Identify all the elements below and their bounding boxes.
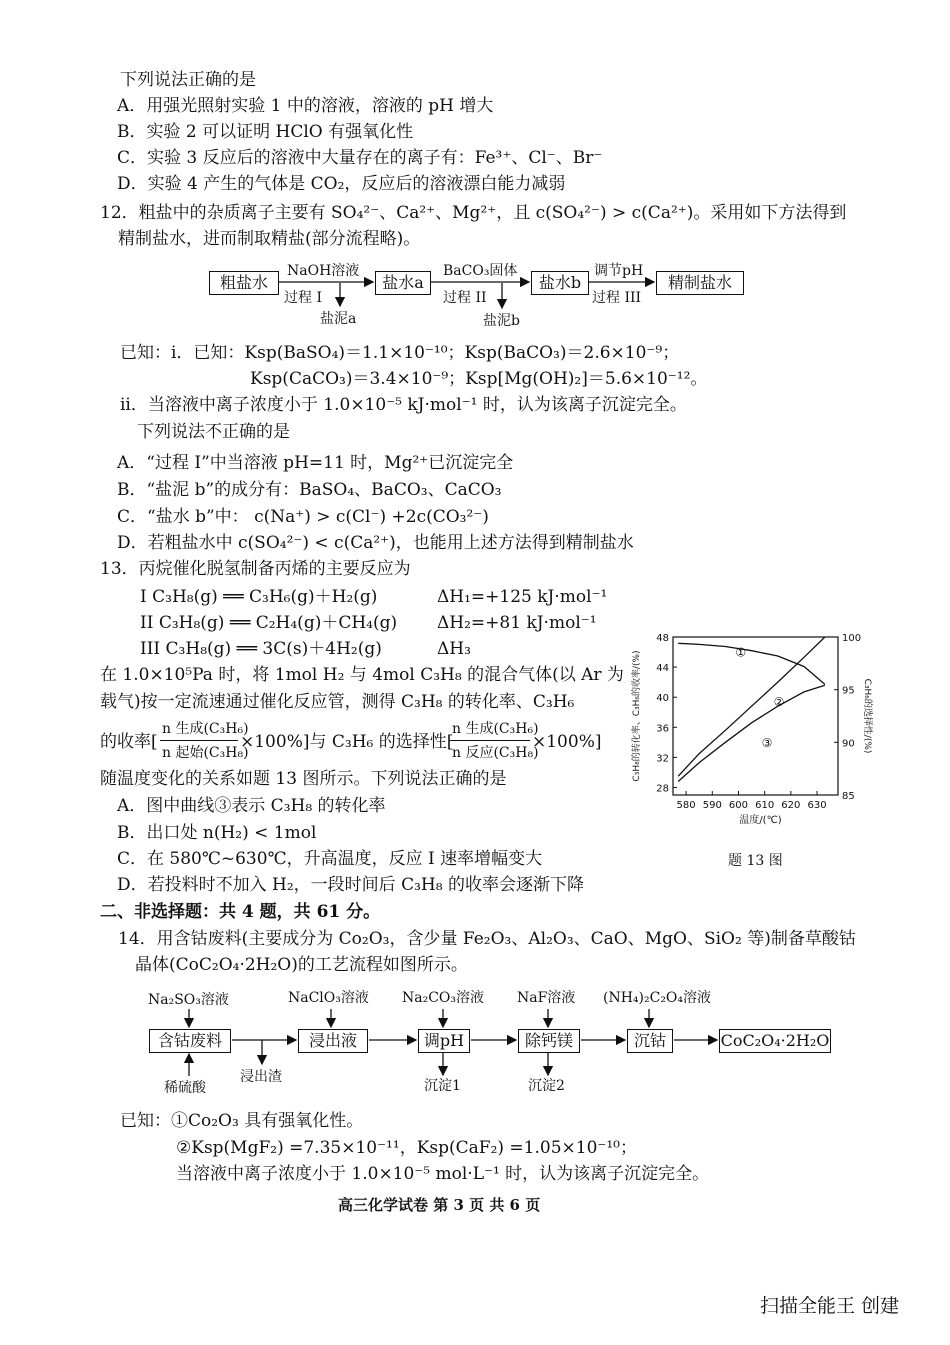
flow-output-precipitate-2: 沉淀2 — [528, 1078, 565, 1094]
q13-figure-caption: 题 13 图 — [728, 853, 783, 869]
q13-fraction-1-numerator: n 生成(C₃H₆) — [162, 721, 249, 737]
q12-option-c: C．“盐水 b”中： c(Na⁺) > c(Cl⁻) +2c(CO₃²⁻) — [117, 507, 489, 527]
q12-known-2: Ksp(CaCO₃)＝3.4×10⁻⁹；Ksp[Mg(OH)₂]＝5.6×10⁻¹²。 — [250, 369, 708, 389]
flow-box-adjust-ph: 调pH — [418, 1029, 470, 1053]
y-right-tick-label: 85 — [842, 791, 855, 802]
flow-reagent-ph: 调节pH — [594, 263, 644, 279]
q13-title: 13．丙烷催化脱氢制备丙烯的主要反应为 — [100, 559, 411, 579]
x-tick-label: 610 — [755, 800, 775, 811]
y-left-axis-label: C₃H₈的转化率、C₃H₆的收率/(%) — [632, 650, 642, 782]
q13-option-b: B．出口处 n(H₂) < 1mol — [117, 823, 317, 843]
scanner-watermark: 扫描全能王 创建 — [760, 1295, 900, 1317]
q11-option-a: A．用强光照射实验 1 中的溶液，溶液的 pH 增大 — [117, 96, 494, 116]
q13-para-2: 载气)按一定流速通过催化反应管，测得 C₃H₈ 的转化率、C₃H₆ — [100, 692, 575, 712]
q13-option-c: C．在 580℃~630℃，升高温度，反应 I 速率增幅变大 — [117, 849, 543, 869]
q13-reaction-3: III C₃H₈(g) ══ 3C(s)＋4H₂(g) — [140, 639, 382, 659]
q13-para-3b: ×100%]与 C₃H₆ 的选择性[ — [240, 732, 454, 752]
q11-option-b: B．实验 2 可以证明 HClO 有强氧化性 — [117, 122, 414, 142]
flow-input-sulfuric-acid: 稀硫酸 — [164, 1080, 206, 1096]
q12-line1: 12．粗盐中的杂质离子主要有 SO₄²⁻、Ca²⁺、Mg²⁺，且 c(SO₄²⁻) > c(Ca²⁺)。采用如下方法得到 — [100, 203, 847, 223]
flow-output-residue: 浸出渣 — [240, 1069, 282, 1085]
q13-fraction-2-bar — [450, 740, 530, 741]
q14-known-2: ②Ksp(MgF₂) =7.35×10⁻¹¹，Ksp(CaF₂) =1.05×10⁻¹⁰； — [176, 1138, 637, 1158]
series-line-3 — [678, 685, 825, 781]
y-right-tick-label: 90 — [842, 738, 855, 750]
series-line-1 — [678, 643, 825, 684]
flow-box-brine-b: 盐水b — [531, 271, 589, 295]
flow-process-3: 过程 III — [592, 290, 642, 306]
flow-input-na2so3: Na₂SO₃溶液 — [148, 992, 229, 1008]
flow-process-1: 过程 I — [284, 290, 322, 306]
q11-option-d: D．实验 4 产生的气体是 CO₂，反应后的溶液漂白能力减弱 — [117, 174, 566, 194]
q12-known-3: ii．当溶液中离子浓度小于 1.0×10⁻⁵ kJ·mol⁻¹ 时，认为该离子沉淀完全。 — [120, 395, 687, 415]
flow-box-precipitate-co: 沉钴 — [627, 1029, 673, 1053]
x-tick-label: 580 — [676, 800, 696, 811]
flow-box-refined-brine: 精制盐水 — [656, 271, 744, 295]
q13-chart — [625, 625, 875, 835]
q14-line1: 14．用含钴废料(主要成分为 Co₂O₃，含少量 Fe₂O₃、Al₂O₃、CaO、MgO、SiO₂ 等)制备草酸钴 — [118, 929, 856, 949]
q13-reaction-1: I C₃H₈(g) ══ C₃H₆(g)＋H₂(g) — [140, 587, 378, 607]
q12-option-d: D．若粗盐水中 c(SO₄²⁻) < c(Ca²⁺)，也能用上述方法得到精制盐水 — [117, 533, 634, 553]
flow-reagent-naoh: NaOH溶液 — [287, 263, 360, 279]
q13-fraction-1-bar — [160, 740, 238, 741]
y-left-tick-label: 36 — [656, 723, 669, 735]
q14-flow-arrows — [0, 980, 950, 1100]
y-left-tick-label: 28 — [656, 783, 669, 795]
flow-box-remove-ca-mg: 除钙镁 — [518, 1029, 580, 1053]
x-tick-label: 590 — [702, 800, 722, 811]
q12-option-b: B．“盐泥 b”的成分有：BaSO₄、BaCO₃、CaCO₃ — [117, 480, 502, 500]
section-2-heading: 二、非选择题：共 4 题，共 61 分。 — [100, 902, 381, 922]
flow-reagent-baco3: BaCO₃固体 — [443, 263, 518, 279]
flow-output-mud-b: 盐泥b — [483, 313, 520, 329]
y-left-tick-label: 32 — [656, 753, 669, 765]
flow-output-precipitate-1: 沉淀1 — [424, 1078, 461, 1094]
y-left-tick-label: 44 — [656, 663, 669, 675]
y-right-tick-label: 100 — [842, 633, 862, 644]
flow-box-brine-a: 盐水a — [375, 271, 431, 295]
page-footer: 高三化学试卷 第 3 页 共 6 页 — [338, 1196, 541, 1214]
flow-box-crude-brine: 粗盐水 — [209, 271, 279, 295]
chart-frame — [673, 637, 838, 795]
y-left-tick-label: 48 — [656, 633, 669, 644]
flow-process-2: 过程 II — [443, 290, 487, 306]
series-line-2 — [678, 637, 825, 776]
q11-stem: 下列说法正确的是 — [120, 70, 256, 90]
flow-box-cobalt-waste: 含钴废料 — [149, 1029, 231, 1053]
q12-line2: 精制盐水，进而制取精盐(部分流程略)。 — [118, 229, 421, 249]
y-right-tick-label: 95 — [842, 685, 855, 697]
flow-arrows — [0, 0, 950, 340]
q13-enthalpy-3: ΔH₃ — [437, 639, 471, 659]
q13-option-d: D．若投料时不加入 H₂，一段时间后 C₃H₈ 的收率会逐渐下降 — [117, 875, 584, 895]
y-left-tick-label: 40 — [656, 693, 669, 705]
q13-reaction-2: II C₃H₈(g) ══ C₂H₄(g)＋CH₄(g) — [140, 613, 398, 633]
flow-box-leachate: 浸出液 — [298, 1029, 368, 1053]
series-label-1: ① — [735, 645, 747, 660]
q14-line2: 晶体(CoC₂O₄·2H₂O)的工艺流程如图所示。 — [135, 955, 468, 975]
q14-known-1: 已知：①Co₂O₃ 具有强氧化性。 — [120, 1111, 364, 1131]
q13-para-1: 在 1.0×10⁵Pa 时，将 1mol H₂ 与 4mol C₃H₈ 的混合气体(以 Ar 为 — [100, 665, 624, 685]
flow-box-product: CoC₂O₄·2H₂O — [719, 1029, 831, 1053]
q13-option-a: A．图中曲线③表示 C₃H₈ 的转化率 — [117, 796, 386, 816]
q13-enthalpy-1: ΔH₁=+125 kJ·mol⁻¹ — [437, 587, 608, 607]
flow-output-mud-a: 盐泥a — [320, 311, 357, 327]
q13-para-3c: ×100%] — [532, 732, 602, 752]
series-label-2: ② — [773, 695, 785, 710]
x-axis-label: 温度/(℃) — [739, 815, 782, 826]
q11-option-c: C．实验 3 反应后的溶液中大量存在的离子有：Fe³⁺、Cl⁻、Br⁻ — [117, 148, 603, 168]
flow-input-ammonium-oxalate: (NH₄)₂C₂O₄溶液 — [603, 990, 712, 1006]
q12-stem: 下列说法不正确的是 — [137, 422, 290, 442]
x-tick-label: 630 — [807, 800, 827, 811]
q13-fraction-2-numerator: n 生成(C₃H₆) — [452, 721, 539, 737]
q13-enthalpy-2: ΔH₂=+81 kJ·mol⁻¹ — [437, 613, 597, 633]
q13-para-3a: 的收率[ — [100, 732, 158, 752]
flow-input-naclo3: NaClO₃溶液 — [288, 990, 369, 1006]
series-label-3: ③ — [761, 735, 773, 750]
q13-para-4: 随温度变化的关系如题 13 图所示。下列说法正确的是 — [100, 769, 507, 789]
x-tick-label: 620 — [781, 800, 801, 811]
q13-fraction-1-denominator: n 起始(C₃H₈) — [162, 745, 249, 761]
q12-option-a: A．“过程 I”中当溶液 pH=11 时，Mg²⁺已沉淀完全 — [117, 453, 514, 473]
q12-known-1: 已知：i．已知：Ksp(BaSO₄)＝1.1×10⁻¹⁰；Ksp(BaCO₃)＝2.6×10⁻⁹； — [120, 343, 680, 363]
q13-fraction-2-denominator: n 反应(C₃H₈) — [452, 745, 539, 761]
flow-input-naf: NaF溶液 — [517, 990, 576, 1006]
y-right-axis-label: C₃H₆的选择性/(%) — [862, 678, 872, 754]
x-tick-label: 600 — [728, 800, 749, 811]
q14-known-3: 当溶液中离子浓度小于 1.0×10⁻⁵ mol·L⁻¹ 时，认为该离子沉淀完全。 — [176, 1164, 710, 1184]
flow-input-na2co3: Na₂CO₃溶液 — [402, 990, 485, 1006]
